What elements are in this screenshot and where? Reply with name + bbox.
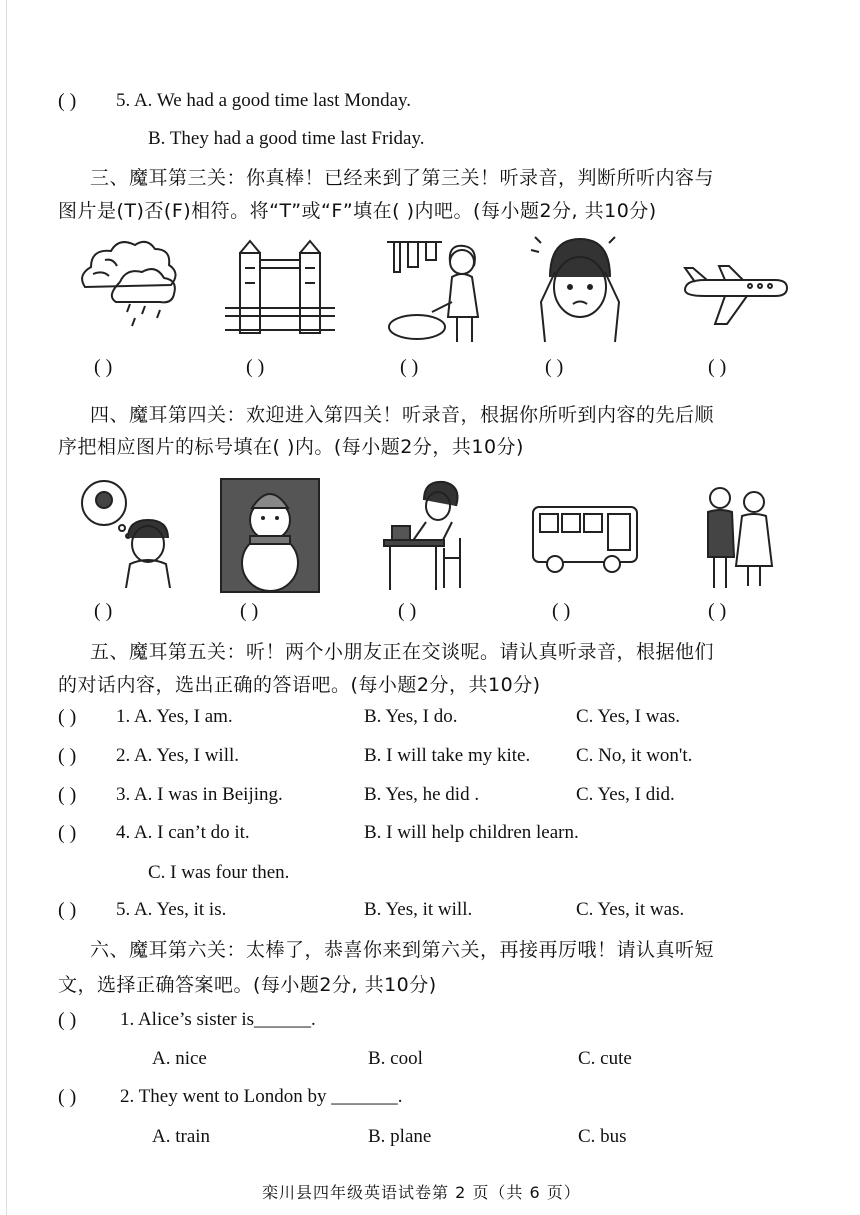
q3-option-c: C. Yes, I did. xyxy=(576,784,675,805)
page-edge xyxy=(6,0,7,1215)
section3-instruction-line1: 三、魔耳第三关：你真棒！已经来到了第三关！听录音，判断所听内容与 xyxy=(90,167,715,189)
answer-blank[interactable]: ( ) xyxy=(708,356,727,378)
answer-blank[interactable]: ( ) xyxy=(708,600,727,622)
answer-paren[interactable]: ( ) xyxy=(58,899,77,921)
washing-clothes-icon xyxy=(382,232,492,352)
section5-instruction-line1: 五、魔耳第五关：听！两个小朋友正在交谈呢。请认真听录音，根据他们 xyxy=(90,641,715,663)
q1-option-b: B. cool xyxy=(368,1048,423,1069)
old-couple-icon xyxy=(698,482,778,592)
headache-boy-icon xyxy=(525,232,625,352)
answer-blank[interactable]: ( ) xyxy=(94,600,113,622)
answer-blank[interactable]: ( ) xyxy=(552,600,571,622)
q5-option-b: B. They had a good time last Friday. xyxy=(148,128,425,149)
answer-paren: ( ) xyxy=(58,90,77,112)
q2-option-a: 2. A. Yes, I will. xyxy=(116,745,239,766)
q5-option-a: 5. A. Yes, it is. xyxy=(116,899,227,920)
q2-option-c: C. bus xyxy=(578,1126,627,1147)
q2-option-c: C. No, it won't. xyxy=(576,745,693,766)
answer-blank[interactable]: ( ) xyxy=(94,356,113,378)
section4-instruction-line1: 四、魔耳第四关：欢迎进入第四关！听录音，根据你所听到内容的先后顺 xyxy=(90,404,715,426)
q2-option-b: B. plane xyxy=(368,1126,432,1147)
tower-bridge-icon xyxy=(225,238,335,338)
q1-option-b: B. Yes, I do. xyxy=(364,706,458,727)
q4-option-c: C. I was four then. xyxy=(148,862,290,883)
q5-option-c: C. Yes, it was. xyxy=(576,899,685,920)
cloudy-rain-icon xyxy=(75,232,185,332)
boy-thinking-icon xyxy=(76,478,176,588)
section3-instruction-line2: 图片是(T)否(F)相符。将“T”或“F”填在( )内吧。(每小题2分, 共10分) xyxy=(58,200,657,222)
q1-option-c: C. Yes, I was. xyxy=(576,706,680,727)
q5-option-a: 5. A. We had a good time last Monday. xyxy=(116,90,412,111)
q2-option-b: B. I will take my kite. xyxy=(364,745,531,766)
answer-paren[interactable]: ( ) xyxy=(58,1086,77,1108)
answer-paren[interactable]: ( ) xyxy=(58,706,77,728)
q1-option-a: 1. A. Yes, I am. xyxy=(116,706,233,727)
airplane-icon xyxy=(680,260,790,330)
answer-paren[interactable]: ( ) xyxy=(58,745,77,767)
answer-blank[interactable]: ( ) xyxy=(240,600,259,622)
q2-option-a: A. train xyxy=(152,1126,211,1147)
bus-icon xyxy=(530,502,640,577)
q1-option-c: C. cute xyxy=(578,1048,632,1069)
q5-option-b: B. Yes, it will. xyxy=(364,899,473,920)
q3-option-b: B. Yes, he did . xyxy=(364,784,480,805)
answer-blank[interactable]: ( ) xyxy=(400,356,419,378)
answer-blank[interactable]: ( ) xyxy=(398,600,417,622)
q2-stem: 2. They went to London by _______. xyxy=(120,1086,403,1107)
page-footer: 栾川县四年级英语试卷第 2 页（共 6 页） xyxy=(262,1183,581,1202)
section6-instruction-line2: 文，选择正确答案吧。(每小题2分, 共10分) xyxy=(58,974,437,996)
snowman-icon xyxy=(220,478,320,593)
answer-paren[interactable]: ( ) xyxy=(58,1009,77,1031)
answer-blank[interactable]: ( ) xyxy=(545,356,564,378)
q1-option-a: A. nice xyxy=(152,1048,207,1069)
q4-option-a: 4. A. I can’t do it. xyxy=(116,822,250,843)
q3-option-a: 3. A. I was in Beijing. xyxy=(116,784,283,805)
girl-studying-icon xyxy=(382,478,472,593)
answer-blank[interactable]: ( ) xyxy=(246,356,265,378)
answer-paren[interactable]: ( ) xyxy=(58,822,77,844)
answer-paren[interactable]: ( ) xyxy=(58,784,77,806)
section4-instruction-line2: 序把相应图片的标号填在( )内。(每小题2分，共10分) xyxy=(58,436,524,458)
section6-instruction-line1: 六、魔耳第六关：太棒了，恭喜你来到第六关，再接再厉哦！请认真听短 xyxy=(90,939,715,961)
q4-option-b: B. I will help children learn. xyxy=(364,822,579,843)
q1-stem: 1. Alice’s sister is______. xyxy=(120,1009,316,1030)
section5-instruction-line2: 的对话内容，选出正确的答语吧。(每小题2分，共10分) xyxy=(58,674,541,696)
